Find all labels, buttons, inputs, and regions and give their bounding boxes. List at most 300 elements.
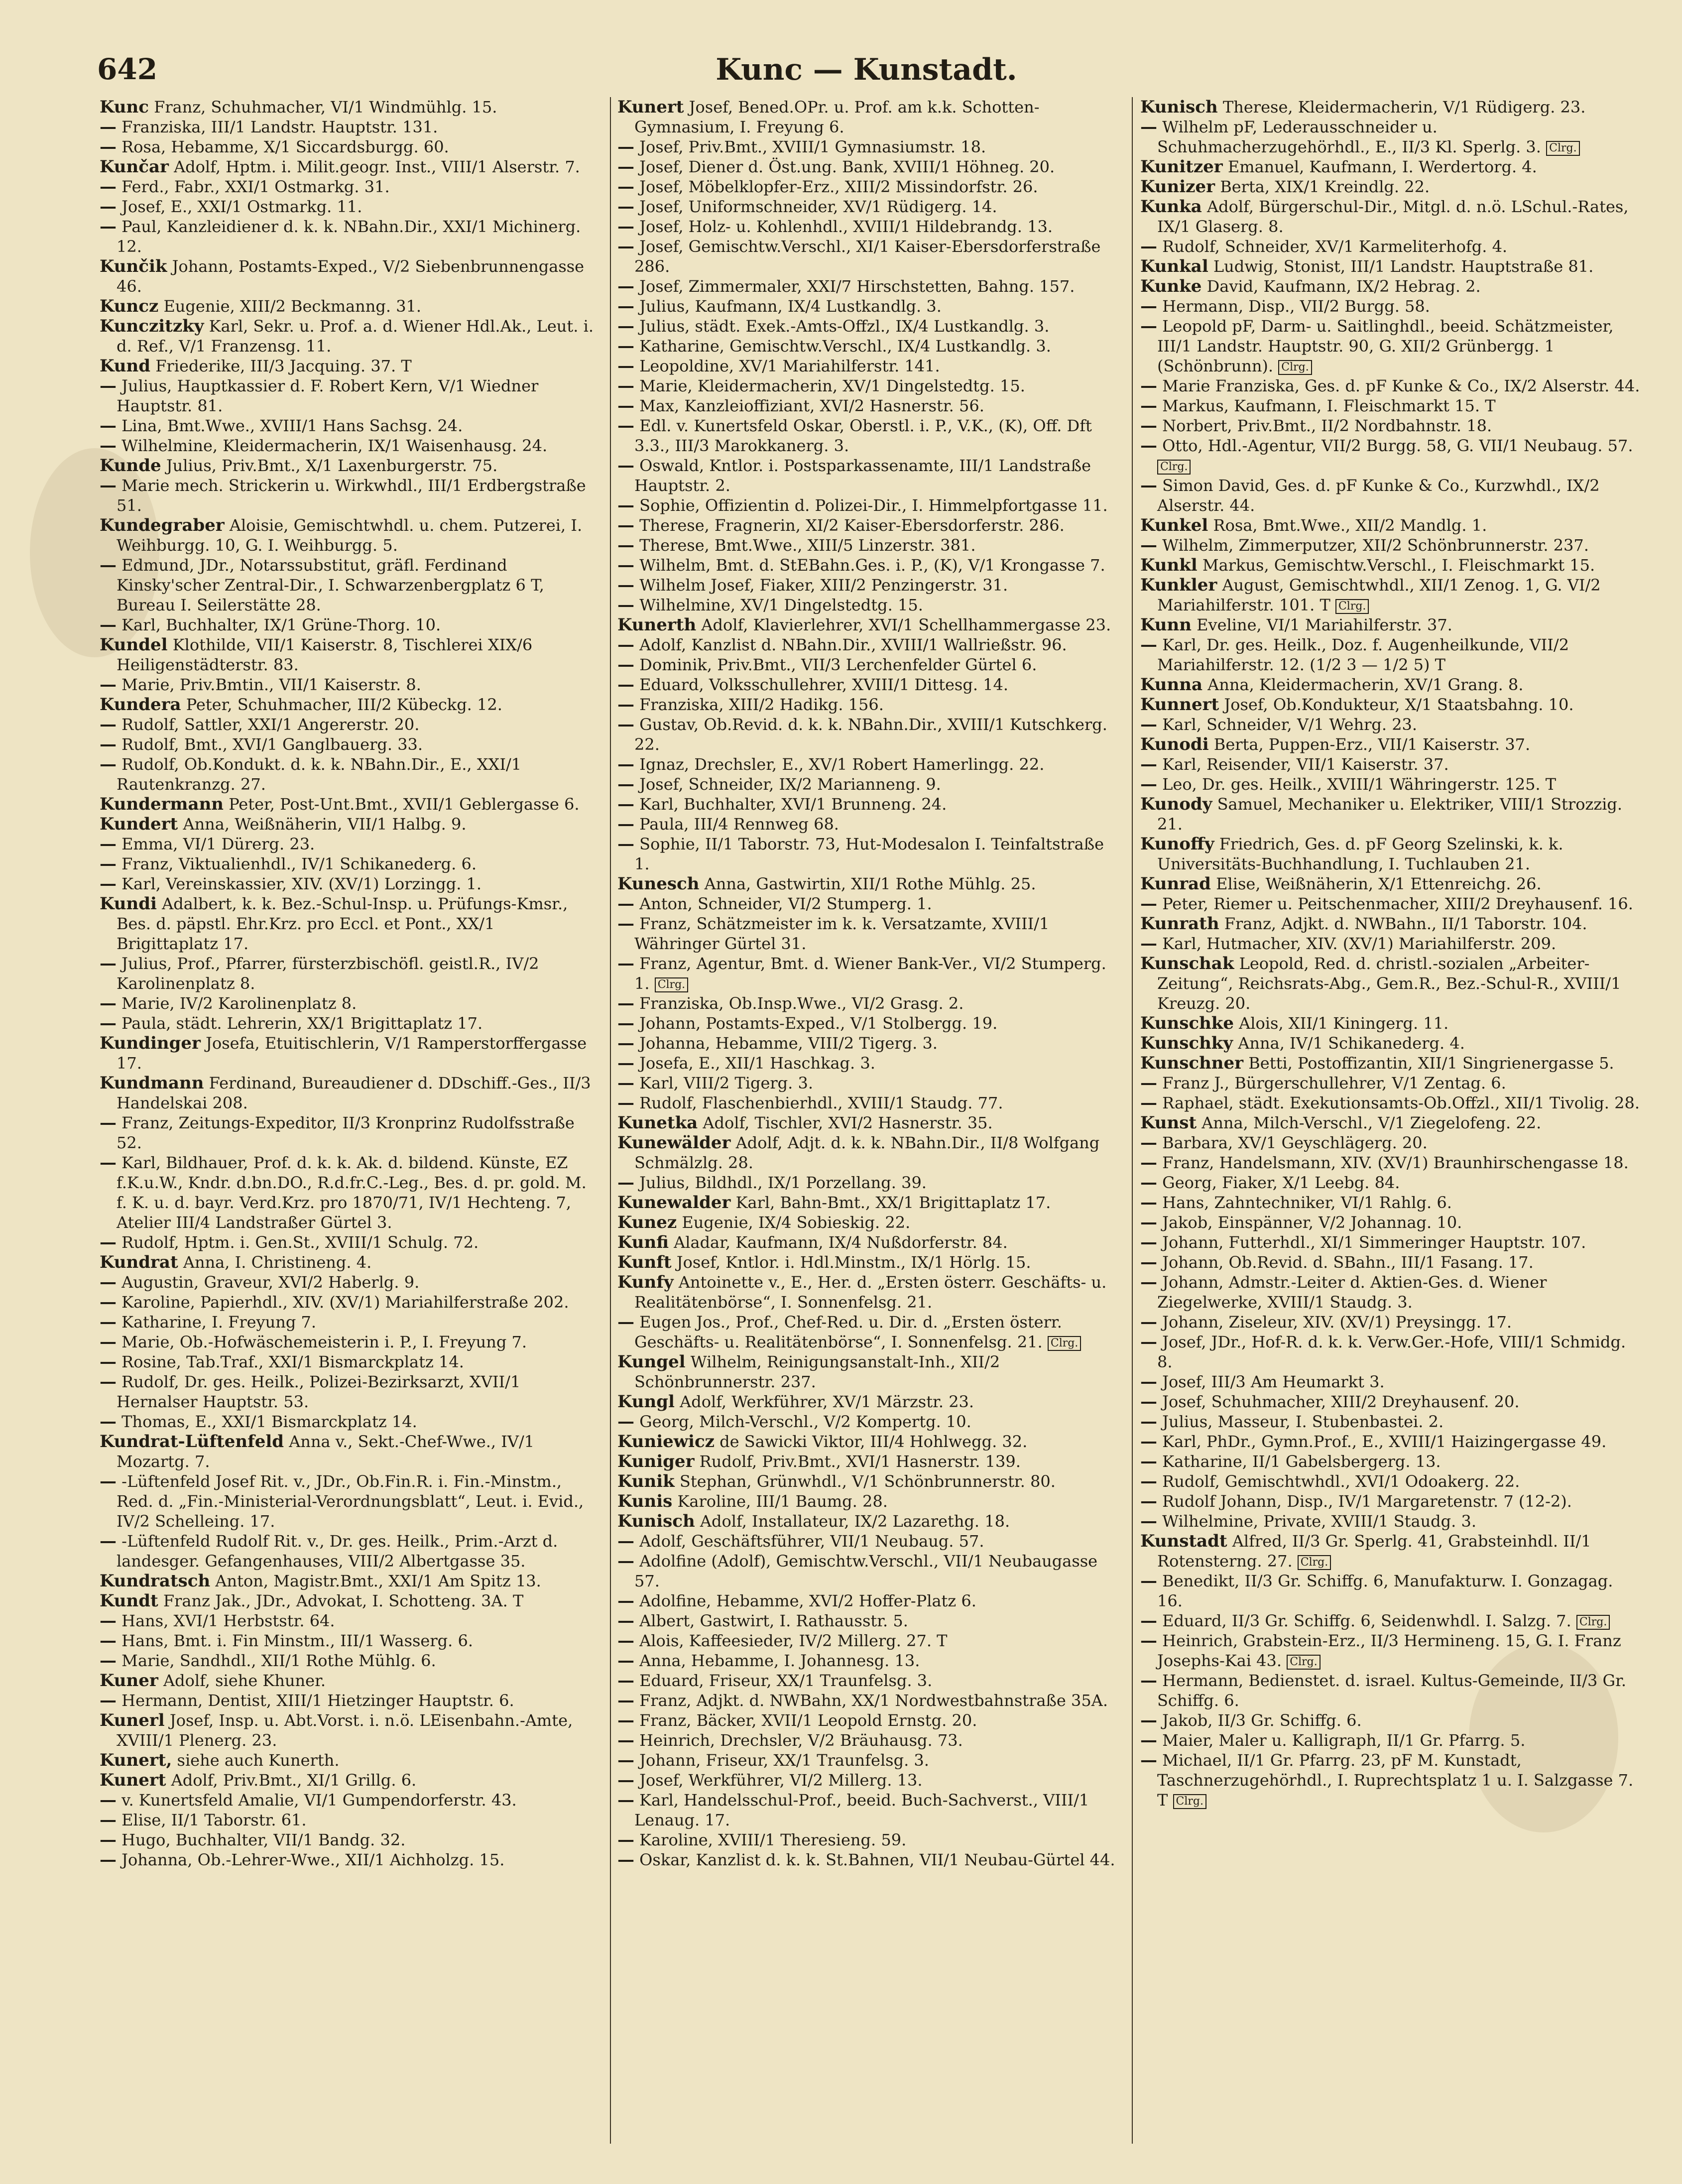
- entry-surname: —: [1140, 1133, 1157, 1153]
- entry-surname: Kunnert: [1140, 695, 1219, 715]
- entry-surname: —: [100, 1471, 117, 1491]
- entry-details: Wilhelmine, XV/1 Dingelstedtg. 15.: [634, 596, 923, 614]
- directory-entry: [100, 794, 600, 814]
- directory-entry: [100, 137, 600, 157]
- entry-surname: —: [1140, 1571, 1157, 1591]
- entry-details: Ferdinand, Bureaudiener d. DDschiff.-Ges., II/3 Handelskai 208.: [117, 1074, 591, 1112]
- entry-details: Barbara, XV/1 Geyschlägerg. 20.: [1157, 1133, 1428, 1152]
- directory-entry: [100, 1372, 600, 1412]
- entry-details: Rudolf, Sattler, XXI/1 Angererstr. 20.: [117, 715, 420, 734]
- entry-surname: —: [1140, 1631, 1157, 1651]
- entry-surname: —: [100, 615, 117, 635]
- entry-surname: —: [1140, 1710, 1157, 1730]
- entry-details: Adolf, Kanzlist d. NBahn.Dir., XVIII/1 Wallrießstr. 96.: [634, 635, 1067, 654]
- entry-details: Ludwig, Stonist, III/1 Landstr. Hauptstraße 81.: [1208, 257, 1594, 276]
- directory-entry: [617, 1173, 1118, 1193]
- entry-details: Benedikt, II/3 Gr. Schiffg. 6, Manufakturw. I. Gonzagag. 16.: [1157, 1572, 1613, 1610]
- entry-surname: —: [1140, 1073, 1157, 1093]
- entry-surname: —: [617, 1073, 634, 1093]
- entry-surname: —: [100, 476, 117, 495]
- entry-details: Edl. v. Kunertsfeld Oskar, Oberstl. i. P., V.K., (K), Off. Dft 3.3., III/3 Marokkanerg. 3.: [634, 416, 1092, 455]
- entry-surname: —: [100, 754, 117, 774]
- entry-surname: Kunčik: [100, 256, 167, 276]
- entry-details: Karl, Dr. ges. Heilk., Doz. f. Augenheilkunde, VII/2 Mariahilferstr. 12. (1/2 3 — 1/2 5) T: [1157, 635, 1569, 674]
- directory-entry: [100, 476, 600, 515]
- entry-surname: —: [100, 954, 117, 973]
- directory-entry: [100, 1471, 600, 1531]
- directory-entry: [1140, 535, 1641, 555]
- entry-surname: —: [100, 555, 117, 575]
- directory-entry: [1140, 177, 1641, 197]
- entry-surname: —: [100, 416, 117, 436]
- entry-surname: Kunoffy: [1140, 834, 1214, 854]
- directory-entry: [617, 794, 1118, 814]
- entry-surname: —: [617, 1053, 634, 1073]
- entry-details: Berta, XIX/1 Kreindlg. 22.: [1215, 177, 1430, 196]
- entry-surname: —: [617, 535, 634, 555]
- entry-details: Georg, Milch-Verschl., V/2 Kompertg. 10.: [634, 1412, 971, 1431]
- entry-surname: —: [100, 1810, 117, 1830]
- entry-details: Julius, Prof., Pfarrer, fürsterzbischöfl. geistl.R., IV/2 Karolinenplatz 8.: [117, 954, 539, 993]
- entry-surname: Kunody: [1140, 794, 1212, 814]
- directory-entry: [617, 237, 1118, 276]
- entry-details: Peter, Schuhmacher, III/2 Kübeckg. 12.: [181, 695, 502, 714]
- entry-surname: —: [100, 1372, 117, 1392]
- entry-details: Adolf, Geschäftsführer, VII/1 Neubaug. 57.: [634, 1532, 984, 1551]
- directory-entry: [1140, 1412, 1641, 1432]
- entry-surname: —: [617, 316, 634, 336]
- directory-entry: [100, 515, 600, 555]
- directory-entry: [1140, 615, 1641, 635]
- entry-details: Therese, Kleidermacherin, V/1 Rüdigerg. 23.: [1217, 98, 1586, 117]
- entry-details: Hans, Zahntechniker, VI/1 Rahlg. 6.: [1157, 1193, 1452, 1212]
- entry-surname: —: [617, 296, 634, 316]
- directory-entry: [100, 1611, 600, 1631]
- entry-details: Josefa, E., XII/1 Haschkag. 3.: [634, 1054, 875, 1073]
- entry-details: Marie, Priv.Bmtin., VII/1 Kaiserstr. 8.: [117, 675, 421, 694]
- entry-surname: —: [100, 117, 117, 137]
- directory-entry: [617, 774, 1118, 794]
- entry-details: Franz, Adjkt. d. NWBahn, XX/1 Nordwestbahnstraße 35A.: [634, 1691, 1108, 1710]
- entry-surname: Kundel: [100, 635, 168, 655]
- entry-details: Ignaz, Drechsler, E., XV/1 Robert Hamerlingg. 22.: [634, 755, 1045, 774]
- column-3: [1140, 97, 1641, 2149]
- entry-surname: —: [1140, 1611, 1157, 1631]
- entry-details: Gustav, Ob.Revid. d. k. k. NBahn.Dir., XVIII/1 Kutschkerg. 22.: [634, 715, 1107, 754]
- entry-details: Peter, Post-Unt.Bmt., XVII/1 Geblergasse 6.: [224, 795, 580, 814]
- entry-details: Adolfine (Adolf), Gemischtw.Verschl., VII/1 Neubaugasse 57.: [634, 1552, 1098, 1590]
- entry-details: Julius, Bildhdl., IX/1 Porzellang. 39.: [634, 1173, 927, 1192]
- directory-entry: [617, 1392, 1118, 1412]
- entry-surname: Kunka: [1140, 197, 1202, 217]
- entry-surname: —: [617, 137, 634, 157]
- entry-surname: Kundegraber: [100, 515, 225, 535]
- entry-surname: Kunn: [1140, 615, 1192, 635]
- directory-entry: [617, 1631, 1118, 1651]
- directory-entry: [100, 356, 600, 376]
- directory-entry: [1140, 1491, 1641, 1511]
- entry-surname: —: [617, 197, 634, 217]
- directory-entry: [617, 1073, 1118, 1093]
- entry-surname: Kuniger: [617, 1452, 695, 1471]
- entry-details: Marie mech. Strickerin u. Wirkwhdl., III/1 Erdbergstraße 51.: [117, 476, 586, 515]
- entry-surname: —: [100, 675, 117, 695]
- entry-surname: —: [1140, 774, 1157, 794]
- entry-surname: —: [100, 854, 117, 874]
- directory-entry: [100, 834, 600, 854]
- directory-entry: [617, 296, 1118, 316]
- entry-details: Leopoldine, XV/1 Mariahilferstr. 141.: [634, 357, 940, 375]
- directory-entry: [1140, 874, 1641, 894]
- entry-surname: —: [617, 495, 634, 515]
- directory-entry: [1140, 1531, 1641, 1571]
- entry-surname: —: [617, 675, 634, 695]
- directory-entry: [617, 894, 1118, 914]
- directory-entry: [617, 1452, 1118, 1471]
- directory-entry: [617, 754, 1118, 774]
- entry-details: Alois, Kaffeesieder, IV/2 Millerg. 27. T: [634, 1631, 948, 1650]
- entry-surname: —: [100, 1292, 117, 1312]
- directory-entry: [100, 1153, 600, 1232]
- entry-surname: —: [617, 336, 634, 356]
- directory-entry: [617, 1790, 1118, 1830]
- entry-details: Franz, Agentur, Bmt. d. Wiener Bank-Ver., VI/2 Stumperg. 1.: [634, 954, 1106, 993]
- entry-surname: —: [617, 595, 634, 615]
- directory-entry: [617, 1850, 1118, 1870]
- directory-entry: [100, 1292, 600, 1312]
- entry-surname: —: [617, 396, 634, 416]
- entry-details: Rosa, Bmt.Wwe., XII/2 Mandlg. 1.: [1208, 516, 1487, 535]
- entry-details: Adolf, Adjt. d. k. k. NBahn.Dir., II/8 Wolfgang Schmälzlg. 28.: [634, 1133, 1100, 1172]
- entry-details: Franz, Zeitungs-Expeditor, II/3 Kronprinz Rudolfsstraße 52.: [117, 1113, 575, 1152]
- entry-details: Alois, XII/1 Kiningerg. 11.: [1234, 1014, 1449, 1033]
- entry-surname: Kunfi: [617, 1232, 669, 1252]
- entry-details: Johanna, Ob.-Lehrer-Wwe., XII/1 Aichholzg. 15.: [117, 1850, 505, 1869]
- entry-surname: Kunitzer: [1140, 157, 1223, 177]
- entry-surname: —: [100, 1232, 117, 1252]
- entry-details: Josef, Holz- u. Kohlenhdl., XVIII/1 Hildebrandg. 13.: [634, 217, 1053, 236]
- entry-details: Paul, Kanzleidiener d. k. k. NBahn.Dir., XXI/1 Michinerg. 12.: [117, 217, 581, 256]
- directory-entry: [1140, 1252, 1641, 1272]
- entry-surname: Kunczitzky: [100, 316, 204, 336]
- entry-surname: Kuniewicz: [617, 1432, 715, 1452]
- directory-entry: [1140, 1750, 1641, 1810]
- entry-details: Anton, Schneider, VI/2 Stumperg. 1.: [634, 894, 932, 913]
- entry-surname: —: [617, 1730, 634, 1750]
- entry-surname: Kunetka: [617, 1113, 698, 1133]
- entry-details: Karl, Bildhauer, Prof. d. k. k. Ak. d. bildend. Künste, EZ f.K.u.W., Kndr. d.bn.DO., R.d.fr.C.-Leg., Bes. d. pr. gold. M. f. K. u. d. bayr. Verd.Krz. pro 1870/71, IV/1 Hechteng. 7, Atelier III/4 Landstraßer Gürtel 3.: [117, 1153, 587, 1232]
- entry-surname: —: [617, 1531, 634, 1551]
- entry-details: Johann, Futterhdl., XI/1 Simmeringer Hauptstr. 107.: [1157, 1233, 1586, 1252]
- entry-details: siehe auch Kunerth.: [172, 1751, 340, 1770]
- directory-entry: [617, 1033, 1118, 1053]
- entry-surname: —: [617, 456, 634, 476]
- directory-entry: [100, 197, 600, 217]
- directory-entry: [617, 993, 1118, 1013]
- entry-surname: —: [1140, 476, 1157, 495]
- entry-surname: Kuner: [100, 1671, 158, 1691]
- directory-entry: [100, 894, 600, 954]
- entry-surname: —: [100, 1153, 117, 1173]
- entry-details: Leopold pF, Darm- u. Saitlinghdl., beeid. Schätzmeister, III/1 Landstr. Hauptstr. 90, G. XII/2 Grünbergg. 1 (Schönbrunn).: [1157, 317, 1614, 375]
- entry-surname: —: [100, 177, 117, 197]
- entry-details: Anna, Hebamme, I. Johannesg. 13.: [634, 1651, 920, 1670]
- directory-entry: [617, 655, 1118, 675]
- entry-surname: —: [1140, 754, 1157, 774]
- entry-details: Paula, III/4 Rennweg 68.: [634, 815, 839, 834]
- directory-entry: [100, 1352, 600, 1372]
- entry-details: Eduard, II/3 Gr. Schiffg. 6, Seidenwhdl. I. Salzg. 7.: [1157, 1611, 1571, 1630]
- directory-entry: [1140, 1452, 1641, 1471]
- directory-entry: [617, 276, 1118, 296]
- entry-surname: —: [617, 1611, 634, 1631]
- entry-surname: —: [1140, 1213, 1157, 1232]
- directory-entry: [100, 1591, 600, 1611]
- entry-surname: Kundi: [100, 894, 157, 914]
- directory-entry: [1140, 715, 1641, 734]
- directory-entry: [617, 1272, 1118, 1312]
- entry-surname: Kunewalder: [617, 1193, 731, 1213]
- directory-entry: [617, 715, 1118, 754]
- directory-entry: [617, 814, 1118, 834]
- entry-surname: —: [617, 356, 634, 376]
- clearing-badge: Clrg.: [1576, 1615, 1610, 1630]
- entry-details: Katharine, I. Freyung 7.: [117, 1313, 317, 1332]
- directory-entry: [617, 1471, 1118, 1491]
- entry-details: Josef, Insp. u. Abt.Vorst. i. n.ö. LEisenbahn.-Amte, XVIII/1 Plenerg. 23.: [117, 1711, 573, 1750]
- page-header: [97, 52, 1636, 97]
- entry-surname: —: [100, 197, 117, 217]
- directory-entry: [100, 874, 600, 894]
- entry-surname: —: [617, 894, 634, 914]
- entry-surname: —: [100, 1531, 117, 1551]
- entry-surname: —: [1140, 1392, 1157, 1412]
- entry-surname: —: [617, 1631, 634, 1651]
- directory-entry: [617, 1671, 1118, 1691]
- entry-details: Klothilde, VII/1 Kaiserstr. 8, Tischlerei XIX/6 Heiligenstädterstr. 83.: [117, 635, 533, 674]
- directory-entry: [100, 296, 600, 316]
- entry-surname: Kunschky: [1140, 1033, 1233, 1053]
- entry-surname: —: [1140, 1432, 1157, 1452]
- directory-entry: [100, 1033, 600, 1073]
- entry-details: Edmund, JDr., Notarssubstitut, gräfl. Ferdinand Kinsky'scher Zentral-Dir., I. Schwarzenbergplatz 6 T, Bureau I. Seilerstätte 28.: [117, 556, 544, 614]
- entry-details: Oskar, Kanzlist d. k. k. St.Bahnen, VII/1 Neubau-Gürtel 44.: [634, 1850, 1115, 1869]
- entry-surname: —: [100, 1312, 117, 1332]
- entry-details: Karl, Reisender, VII/1 Kaiserstr. 37.: [1157, 755, 1449, 774]
- directory-entry: [100, 1531, 600, 1571]
- directory-entry: [1140, 476, 1641, 515]
- entry-details: Norbert, Priv.Bmt., II/2 Nordbahnstr. 18.: [1157, 416, 1492, 435]
- entry-surname: —: [1140, 117, 1157, 137]
- entry-surname: —: [1140, 296, 1157, 316]
- entry-details: Ferd., Fabr., XXI/1 Ostmarkg. 31.: [117, 177, 390, 196]
- entry-details: Marie, Sandhdl., XII/1 Rothe Mühlg. 6.: [117, 1651, 436, 1670]
- directory-entry: [617, 1551, 1118, 1591]
- entry-details: Anna v., Sekt.-Chef-Wwe., IV/1 Mozartg. 7.: [117, 1432, 535, 1471]
- entry-surname: —: [617, 1691, 634, 1710]
- entry-details: Stephan, Grünwhdl., V/1 Schönbrunnerstr. 80.: [674, 1472, 1056, 1491]
- directory-entry: [100, 376, 600, 416]
- entry-details: Karoline, III/1 Baumg. 28.: [672, 1492, 888, 1511]
- clearing-badge: Clrg.: [655, 977, 688, 992]
- directory-entry: [100, 1232, 600, 1252]
- directory-entry: [100, 1810, 600, 1830]
- directory-entry: [100, 1830, 600, 1850]
- entry-details: Julius, Priv.Bmt., X/1 Laxenburgerstr. 75.: [161, 456, 498, 475]
- entry-surname: —: [617, 1710, 634, 1730]
- directory-entry: [617, 954, 1118, 993]
- entry-surname: —: [100, 715, 117, 734]
- entry-details: Eveline, VI/1 Mariahilferstr. 37.: [1191, 615, 1452, 634]
- entry-surname: —: [1140, 894, 1157, 914]
- column-1: [100, 97, 600, 2149]
- entry-surname: —: [617, 1013, 634, 1033]
- directory-entry: [617, 177, 1118, 197]
- directory-entry: [1140, 754, 1641, 774]
- entry-details: Rudolf, Bmt., XVI/1 Ganglbauerg. 33.: [117, 735, 423, 754]
- entry-surname: Kunde: [100, 456, 161, 476]
- entry-surname: Kunstadt: [1140, 1531, 1227, 1551]
- directory-entry: [100, 1252, 600, 1272]
- entry-details: Wilhelmine, Private, XVIII/1 Staudg. 3.: [1157, 1512, 1477, 1531]
- entry-surname: —: [617, 814, 634, 834]
- entry-surname: Kundermann: [100, 794, 224, 814]
- entry-surname: —: [617, 635, 634, 655]
- entry-surname: Kundert: [100, 814, 178, 834]
- entry-surname: Kundratsch: [100, 1571, 211, 1591]
- entry-surname: Kunert: [100, 1770, 166, 1790]
- entry-details: Josef, III/3 Am Heumarkt 3.: [1157, 1372, 1385, 1391]
- directory-entry: [617, 1770, 1118, 1790]
- directory-entry: [617, 675, 1118, 695]
- entry-surname: —: [100, 436, 117, 456]
- entry-details: Leopold, Red. d. christl.-sozialen „Arbeiter-Zeitung“, Reichsrats-Abg., Gem.R., Bez.-Schul-R., XVIII/1 Kreuzg. 20.: [1157, 954, 1621, 1013]
- entry-details: Therese, Bmt.Wwe., XIII/5 Linzerstr. 381.: [634, 536, 976, 555]
- entry-details: Sophie, Offizientin d. Polizei-Dir., I. Himmelpfortgasse 11.: [634, 496, 1108, 515]
- entry-surname: —: [100, 1830, 117, 1850]
- entry-surname: —: [100, 137, 117, 157]
- entry-surname: —: [617, 177, 634, 197]
- entry-details: Rudolf, Hptm. i. Gen.St., XVIII/1 Schulg. 72.: [117, 1233, 479, 1252]
- entry-details: Johann, Admstr.-Leiter d. Aktien-Ges. d. Wiener Ziegelwerke, XVIII/1 Staudg. 3.: [1157, 1273, 1547, 1312]
- directory-entry: [617, 1013, 1118, 1033]
- directory-entry: [617, 1730, 1118, 1750]
- entry-surname: Kundmann: [100, 1073, 204, 1093]
- directory-entry: [617, 1491, 1118, 1511]
- entry-surname: —: [617, 954, 634, 973]
- entry-details: de Sawicki Viktor, III/4 Hohlwegg. 32.: [715, 1432, 1028, 1451]
- entry-surname: —: [1140, 1153, 1157, 1173]
- directory-entry: [1140, 1631, 1641, 1671]
- entry-surname: —: [617, 416, 634, 436]
- entry-surname: —: [100, 1631, 117, 1651]
- directory-entry: [1140, 1312, 1641, 1332]
- entry-surname: —: [100, 993, 117, 1013]
- entry-details: Karl, Buchhalter, XVI/1 Brunneng. 24.: [634, 795, 947, 814]
- directory-entry: [1140, 1013, 1641, 1033]
- entry-surname: Kunschke: [1140, 1013, 1234, 1033]
- directory-entry: [617, 1312, 1118, 1352]
- entry-details: Franz J., Bürgerschullehrer, V/1 Zentag. 6.: [1157, 1074, 1506, 1092]
- entry-details: Franz, Handelsmann, XIV. (XV/1) Braunhirschengasse 18.: [1157, 1153, 1629, 1172]
- directory-entry: [1140, 436, 1641, 476]
- entry-details: Maier, Maler u. Kalligraph, II/1 Gr. Pfarrg. 5.: [1157, 1731, 1526, 1750]
- entry-details: Eugenie, IX/4 Sobieskig. 22.: [677, 1213, 911, 1232]
- directory-entry: [100, 555, 600, 615]
- entry-details: Thomas, E., XXI/1 Bismarckplatz 14.: [117, 1412, 417, 1431]
- directory-entry: [1140, 914, 1641, 934]
- entry-surname: —: [1140, 237, 1157, 256]
- entry-surname: —: [100, 1850, 117, 1870]
- entry-details: Adolf, Tischler, XVI/2 Hasnerstr. 35.: [698, 1113, 993, 1132]
- entry-surname: Kunkal: [1140, 256, 1208, 276]
- directory-entry: [617, 1651, 1118, 1671]
- directory-entry: [617, 874, 1118, 894]
- directory-entry: [1140, 1173, 1641, 1193]
- entry-surname: —: [617, 914, 634, 934]
- entry-details: Karl, Hutmacher, XIV. (XV/1) Mariahilferstr. 209.: [1157, 934, 1557, 953]
- entry-details: Johann, Friseur, XX/1 Traunfelsg. 3.: [634, 1751, 929, 1770]
- entry-surname: Kunfy: [617, 1272, 674, 1292]
- directory-entry: [617, 1432, 1118, 1452]
- entry-details: Rudolf, Schneider, XV/1 Karmeliterhofg. 4.: [1157, 237, 1508, 256]
- entry-surname: —: [1140, 1412, 1157, 1432]
- column-divider: [610, 97, 611, 2144]
- directory-entry: [1140, 416, 1641, 436]
- entry-surname: Kunerl: [100, 1710, 165, 1730]
- directory-entry: [1140, 555, 1641, 575]
- entry-details: Wilhelm, Bmt. d. StEBahn.Ges. i. P., (K), V/1 Krongasse 7.: [634, 556, 1105, 575]
- entry-details: Franz, Schätzmeister im k. k. Versatzamte, XVIII/1 Währinger Gürtel 31.: [634, 914, 1050, 953]
- entry-details: Adolf, siehe Khuner.: [158, 1671, 326, 1690]
- entry-details: Adolf, Klavierlehrer, XVI/1 Schellhammergasse 23.: [696, 615, 1111, 634]
- entry-details: Katharine, II/1 Gabelsbergerg. 13.: [1157, 1452, 1441, 1471]
- entry-details: Josef, Bened.OPr. u. Prof. am k.k. Schotten-Gymnasium, I. Freyung 6.: [634, 98, 1040, 136]
- entry-details: Adolfine, Hebamme, XVI/2 Hoffer-Platz 6.: [634, 1591, 976, 1610]
- directory-entry: [100, 1432, 600, 1471]
- directory-entry: [617, 495, 1118, 515]
- entry-details: Franz, Schuhmacher, VI/1 Windmühlg. 15.: [148, 98, 497, 117]
- entry-surname: Kund: [100, 356, 151, 376]
- entry-details: Hans, XVI/1 Herbststr. 64.: [117, 1611, 335, 1630]
- directory-entry: [1140, 1571, 1641, 1611]
- entry-details: Aladar, Kaufmann, IX/4 Nußdorferstr. 84.: [668, 1233, 1008, 1252]
- directory-entry: [1140, 1710, 1641, 1730]
- entry-surname: Kunrad: [1140, 874, 1211, 894]
- directory-entry: [617, 1412, 1118, 1432]
- entry-details: Jakob, Einspänner, V/2 Johannag. 10.: [1157, 1213, 1462, 1232]
- entry-surname: Kuncz: [100, 296, 159, 316]
- entry-details: Johann, Postamts-Exped., V/2 Siebenbrunnengasse 46.: [117, 257, 585, 296]
- directory-entry: [617, 555, 1118, 575]
- directory-entry: [1140, 695, 1641, 715]
- entry-details: Marie, Ob.-Hofwäschemeisterin i. P., I. Freyung 7.: [117, 1333, 527, 1351]
- entry-details: Jakob, II/3 Gr. Schiffg. 6.: [1157, 1711, 1362, 1730]
- directory-entry: [1140, 734, 1641, 754]
- entry-surname: Kunkler: [1140, 575, 1217, 595]
- entry-surname: —: [617, 157, 634, 177]
- directory-entry: [100, 1073, 600, 1113]
- directory-entry: [1140, 1392, 1641, 1412]
- entry-details: Rudolf, Ob.Kondukt. d. k. k. NBahn.Dir., E., XXI/1 Rautenkranzg. 27.: [117, 755, 522, 794]
- clearing-badge: Clrg.: [1287, 1655, 1320, 1670]
- entry-surname: Kunizer: [1140, 177, 1215, 197]
- entry-details: Emanuel, Kaufmann, I. Werdertorg. 4.: [1222, 157, 1537, 176]
- directory-entry: [1140, 1372, 1641, 1392]
- directory-entry: [1140, 1471, 1641, 1491]
- entry-surname: Kunodi: [1140, 734, 1209, 754]
- entry-surname: —: [617, 1173, 634, 1193]
